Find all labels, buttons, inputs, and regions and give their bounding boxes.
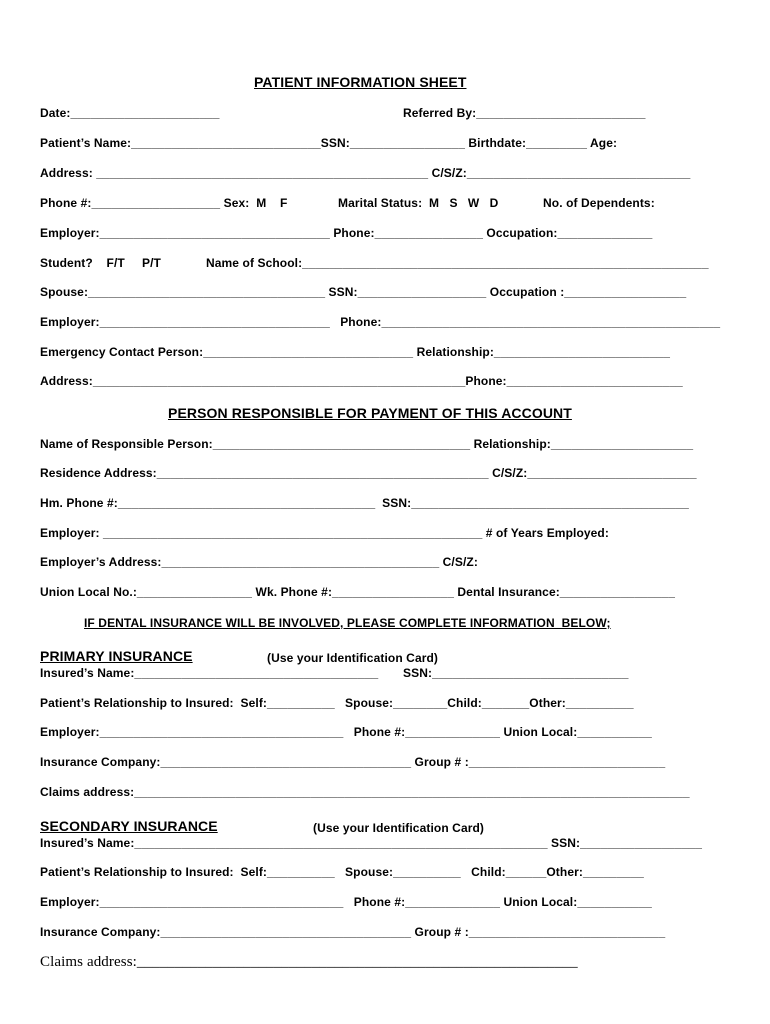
- primary-insurance-company-row[interactable]: Insurance Company:_____________________________________ Group # :_____________________________: [40, 755, 666, 769]
- phone-sex-row[interactable]: Phone #:___________________ Sex: M F: [40, 196, 288, 210]
- secondary-claims-address-row[interactable]: Claims address:__________________________________________________________: [40, 954, 578, 970]
- secondary-employer-row[interactable]: Employer:____________________________________ Phone #:______________ Union Local:___________: [40, 895, 652, 909]
- emergency-contact-row[interactable]: Emergency Contact Person:_______________________________ Relationship:__________________________: [40, 345, 671, 359]
- primary-id-card-note: (Use your Identification Card): [267, 651, 439, 665]
- secondary-insured-name-row[interactable]: Insured’s Name:_____________________________________________________________ SSN:__________________: [40, 836, 703, 850]
- union-phone-dental-row[interactable]: Union Local No.:_________________ Wk. Phone #:__________________ Dental Insurance:_________________: [40, 585, 675, 599]
- primary-insurance-heading: PRIMARY INSURANCE: [40, 648, 193, 664]
- primary-employer-row[interactable]: Employer:____________________________________ Phone #:______________ Union Local:___________: [40, 725, 652, 739]
- employer-phone-occupation-row[interactable]: Employer:__________________________________ Phone:________________ Occupation:______________: [40, 226, 653, 240]
- dental-insurance-notice: IF DENTAL INSURANCE WILL BE INVOLVED, PLEASE COMPLETE INFORMATION BELOW;: [84, 616, 611, 630]
- referred-by-field[interactable]: Referred By:_________________________: [403, 106, 646, 120]
- employer-address-row[interactable]: Employer’s Address:_________________________________________ C/S/Z:: [40, 555, 478, 569]
- primary-relationship-row[interactable]: Patient’s Relationship to Insured: Self:__________ Spouse:________Child:_______Other:__________: [40, 696, 634, 710]
- payment-section-heading: PERSON RESPONSIBLE FOR PAYMENT OF THIS ACCOUNT: [168, 405, 572, 421]
- primary-claims-address-row[interactable]: Claims address:__________________________________________________________________________________: [40, 785, 690, 799]
- primary-ssn-field[interactable]: SSN:_____________________________: [403, 666, 629, 680]
- form-title: PATIENT INFORMATION SHEET: [254, 74, 467, 90]
- secondary-relationship-row[interactable]: Patient’s Relationship to Insured: Self:__________ Spouse:__________ Child:______Other:_________: [40, 865, 644, 879]
- spouse-employer-row[interactable]: Employer:__________________________________ Phone:__________________________________________________: [40, 315, 721, 329]
- primary-insured-name-field[interactable]: Insured’s Name:____________________________________: [40, 666, 379, 680]
- responsible-person-row[interactable]: Name of Responsible Person:______________________________________ Relationship:_____________________: [40, 437, 694, 451]
- date-field[interactable]: Date:______________________: [40, 106, 220, 120]
- secondary-insurance-company-row[interactable]: Insurance Company:_____________________________________ Group # :_____________________________: [40, 925, 666, 939]
- residence-address-row[interactable]: Residence Address:_________________________________________________ C/S/Z:_________________________: [40, 466, 697, 480]
- patient-name-ssn-birthdate-row[interactable]: Patient’s Name:____________________________SSN:_________________ Birthdate:_________ Age:: [40, 136, 618, 150]
- student-status-field[interactable]: Student? F/T P/T: [40, 256, 161, 270]
- home-phone-ssn-row[interactable]: Hm. Phone #:______________________________________ SSN:_________________________________________: [40, 496, 689, 510]
- address-csz-row[interactable]: Address: _________________________________________________ C/S/Z:_________________________________: [40, 166, 691, 180]
- dependents-field[interactable]: No. of Dependents:: [543, 196, 655, 210]
- responsible-employer-row[interactable]: Employer: ________________________________________________________ # of Years Employed:: [40, 526, 609, 540]
- secondary-insurance-heading: SECONDARY INSURANCE: [40, 818, 218, 834]
- school-name-field[interactable]: Name of School:____________________________________________________________: [206, 256, 709, 270]
- marital-status-field[interactable]: Marital Status: M S W D: [338, 196, 499, 210]
- spouse-row[interactable]: Spouse:___________________________________ SSN:___________________ Occupation :__________________: [40, 285, 687, 299]
- emergency-address-row[interactable]: Address:_______________________________________________________Phone:__________________________: [40, 374, 683, 388]
- secondary-id-card-note: (Use your Identification Card): [313, 821, 485, 835]
